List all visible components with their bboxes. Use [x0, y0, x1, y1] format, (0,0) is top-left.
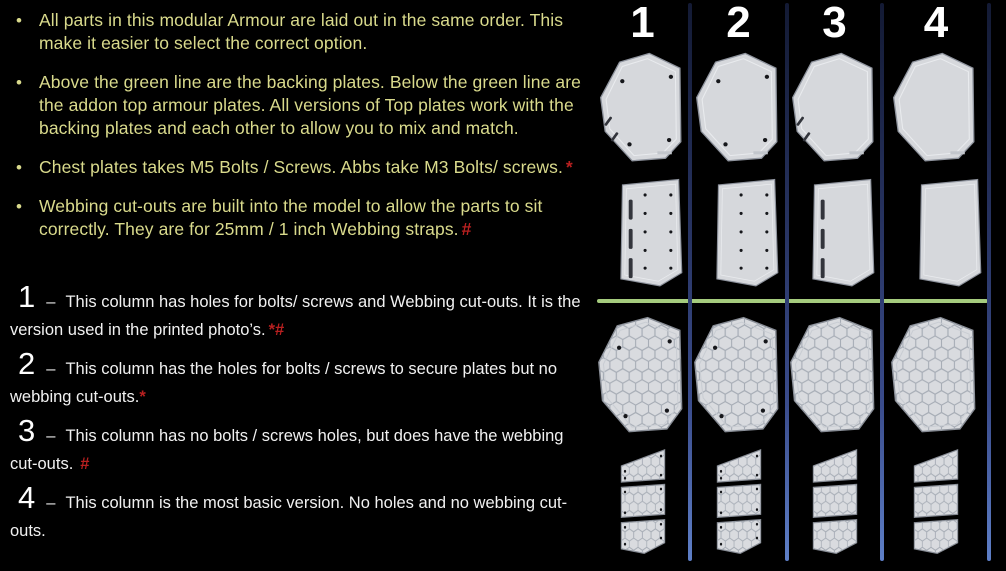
legend-dash: – — [46, 293, 56, 311]
legend-dash: – — [46, 360, 56, 378]
chest-top-armour-plate-photo — [597, 314, 689, 438]
chest-backing-plate-photo — [694, 50, 784, 166]
abdominal-backing-plate-photo — [610, 178, 688, 292]
legend-item — [10, 413, 592, 478]
legend-marker: # — [80, 455, 90, 473]
abdominal-backing-plate-photo — [706, 178, 784, 292]
notes-bullet-list — [13, 9, 591, 257]
note-text: Webbing cut-outs are built into the model to allow the parts to sit correctly. They are for 25mm / 1 inch Webbing straps. — [39, 196, 543, 239]
plate-column-1 — [595, 0, 690, 571]
chest-backing-plate-photo — [598, 50, 688, 166]
note-marker: * — [565, 157, 573, 177]
legend-item — [10, 480, 592, 545]
legend-number: 2 — [18, 346, 36, 381]
note-text: Chest plates takes M5 Bolts / Screws. Abbs take M3 Bolts/ screws. — [39, 157, 563, 177]
column-number-label: 4 — [923, 0, 949, 47]
column-divider-line — [688, 3, 692, 561]
legend-text: This column has the holes for bolts / screws to secure plates but no webbing cut-outs. — [10, 360, 558, 406]
note-bullet — [13, 156, 591, 179]
note-bullet — [13, 71, 591, 140]
note-marker: # — [461, 219, 472, 239]
legend-text: This column is the most basic version. No holes and no webbing cut-outs. — [10, 494, 568, 540]
abdominal-top-armour-plate-stack-photo — [708, 446, 770, 558]
plate-column-2 — [691, 0, 786, 571]
note-bullet — [13, 195, 591, 241]
legend-item — [10, 346, 592, 411]
plate-column-3 — [787, 0, 882, 571]
chest-backing-plate-photo — [891, 50, 981, 166]
legend-dash: – — [46, 494, 56, 512]
chest-top-armour-plate-photo — [890, 314, 982, 438]
abdominal-top-armour-plate-stack-photo — [612, 446, 674, 558]
legend-number: 4 — [18, 480, 36, 515]
legend-item — [10, 279, 592, 344]
column-number-label: 1 — [630, 0, 655, 47]
legend-text: This column has no bolts / screws holes, but does have the webbing cut-outs. — [10, 427, 564, 473]
abdominal-top-armour-plate-stack-photo — [804, 446, 866, 558]
legend-text: This column has holes for bolts/ screws and Webbing cut-outs. It is the version used in the printed photo’s. — [10, 293, 581, 339]
abdominal-backing-plate-photo — [802, 178, 880, 292]
chest-top-armour-plate-photo — [789, 314, 881, 438]
chest-top-armour-plate-photo — [693, 314, 785, 438]
plates-panel — [595, 0, 1006, 571]
plate-column-4 — [883, 0, 989, 571]
abdominal-top-armour-plate-stack-photo — [905, 446, 967, 558]
legend-dash: – — [46, 427, 56, 445]
legend-marker: *# — [268, 321, 285, 339]
column-number-label: 2 — [726, 0, 751, 47]
column-divider-line — [987, 3, 991, 561]
column-legend — [10, 279, 592, 556]
note-text: All parts in this modular Armour are laid out in the same order. This make it easier to select the correct option. — [39, 10, 564, 53]
legend-number: 1 — [18, 279, 36, 314]
column-divider-line — [785, 3, 789, 561]
note-bullet — [13, 9, 591, 55]
column-number-label: 3 — [822, 0, 847, 47]
column-divider-line — [880, 3, 884, 561]
legend-marker: * — [139, 388, 146, 406]
legend-number: 3 — [18, 413, 36, 448]
abdominal-backing-plate-photo — [909, 178, 987, 292]
chest-backing-plate-photo — [790, 50, 880, 166]
note-text: Above the green line are the backing plates. Below the green line are the addon top armour plates. All versions of Top plates work with the backing plates and each other to allow you to mix and match. — [39, 72, 581, 138]
